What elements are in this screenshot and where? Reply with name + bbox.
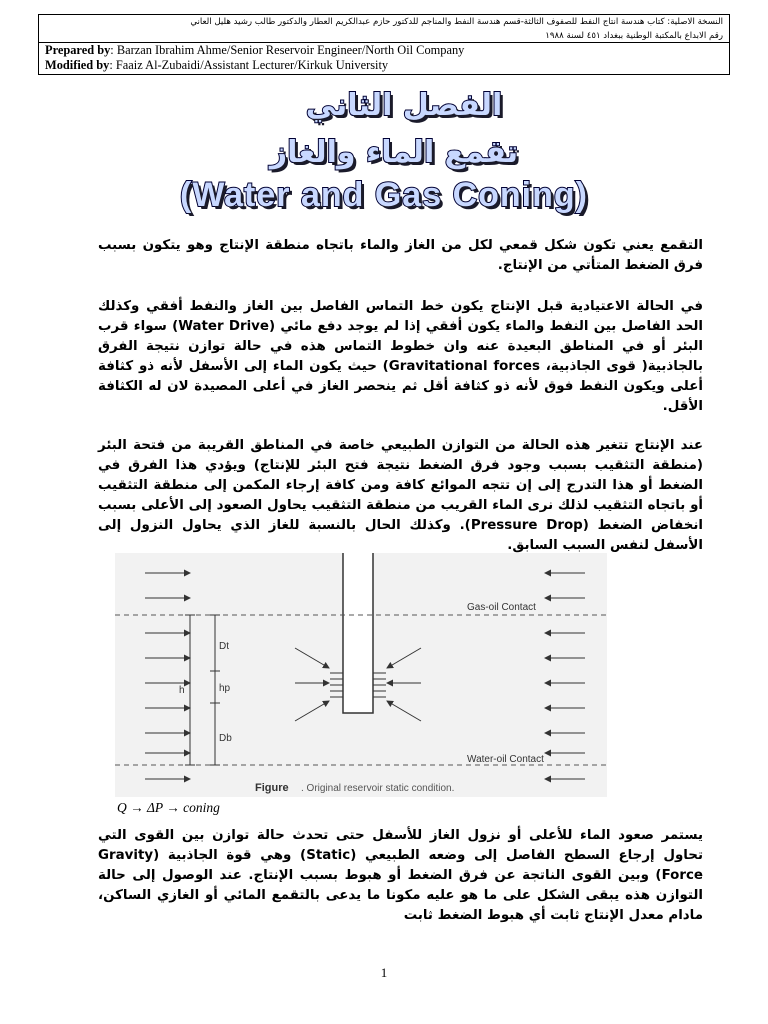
label-dt: Dt [219, 641, 229, 652]
figure-caption-label: Figure [255, 782, 289, 794]
paragraph-production-effect: عند الإنتاج تتغير هذه الحالة من التوازن الطبيعي خاصة في المناطق القريبة من فتحة البئر (منطقة التثقيب بسبب وجود فرق الضغط نتيجة فتح البئر للإنتاج) ويؤدي هذا الفرق في الضغط أو هذا التدرج إلى إن تتجه الموائع كافة ومن كافة إرجاء المكمن إلى منطقة التثقيب أو باتجاه التثقيب لذلك نرى الماء القريب من منطقة التثقيب يحاول الصعود إلى الأعلى بسبب انخفاض الضغط (Pressure Drop). وكذلك الحال بالنسبة للغاز الذي يحاول النزول إلى الأسفل لنفس السبب السابق. [98, 438, 704, 553]
page-number: 1 [380, 965, 388, 980]
paragraph-equilibrium: يستمر صعود الماء للأعلى أو نزول الغاز للأسفل حتى تحدث حالة توازن بين القوى التي تحاول إرجاع السطح الفاصل إلى وضعه الطبيعي (Static) وهي قوة الجاذبية (Gravity Force) وبين القوى الناتجة عن فرق الضغط أو هبوط بسبب الإنتاج. عند الوصول إلى حالة التوازن هذه يبقى الشكل على ما هو عليه مكونا ما يدعى بالتقمع المائي أو الغازي الساكن، مادام معدل الإنتاج ثابت أي هبوط الضغط ثابت [98, 828, 703, 923]
reservoir-coning-figure [115, 553, 607, 797]
source-line-1: النسخة الاصلية: كتاب هندسة انتاج النفط للصفوف الثالثة-قسم هندسة النفط والمناجم للدكتور حازم عبدالكريم العطار والدكتور طالب رشيد هليل العاني [190, 17, 723, 27]
chapter-title: الفصل الثاني [305, 88, 503, 123]
label-db: Db [219, 733, 232, 744]
label-h: h [179, 685, 185, 696]
coning-formula: Q → ΔP → coning [117, 800, 220, 815]
source-note-box [38, 14, 730, 43]
paragraph-normal-state: في الحالة الاعتيادية قبل الإنتاج يكون خط التماس الفاصل بين الغاز والنفط أفقي وكذلك الحد الفاصل بين النفط والماء يكون أفقي إذا لم يوجد دفع مائي (Water Drive) سواء قرب البئر أو في المناطق البعيدة عنه وان خطوط التماس هذه في حالة توازن نتيجة الفرق بالجاذبية( قوى الجاذبية، Gravitational forces) حيث يكون الماء إلى الأسفل لأنه ذو كثافة أعلى ويكون النفط فوق لأنه ذو كثافة أقل ثم ينحصر الغاز في أعلى المصيدة لان له الكثافة الأقل. [98, 299, 703, 414]
arabic-title: تقمع الماء والغاز [269, 135, 519, 170]
modified-value: : Faaiz Al-Zubaidi/Assistant Lecturer/Kirkuk University [109, 58, 389, 72]
paragraph-definition: التقمع يعني تكون شكل قمعي لكل من الغاز والماء باتجاه منطقة الإنتاج وهو يتكون بسبب فرق الضغط المتأتي من الإنتاج. [98, 238, 703, 273]
prepared-value: : Barzan Ibrahim Ahme/Senior Reservoir Engineer/North Oil Company [110, 43, 465, 57]
source-line-2: رقم الابداع بالمكتبة الوطنية ببغداد ٤٥١ لسنة ١٩٨٨ [545, 31, 723, 41]
modified-by [39, 58, 729, 73]
english-title: (Water and Gas Coning) [180, 176, 588, 214]
water-oil-contact-label: Water-oil Contact [467, 754, 544, 765]
modified-label: Modified by [45, 58, 110, 72]
credits-box [38, 43, 730, 75]
gas-oil-contact-label: Gas-oil Contact [467, 602, 536, 613]
prepared-label: Prepared by [45, 43, 111, 57]
label-hp: hp [219, 683, 231, 694]
figure-caption-text: . Original reservoir static condition. [301, 783, 455, 794]
prepared-by [39, 43, 729, 58]
